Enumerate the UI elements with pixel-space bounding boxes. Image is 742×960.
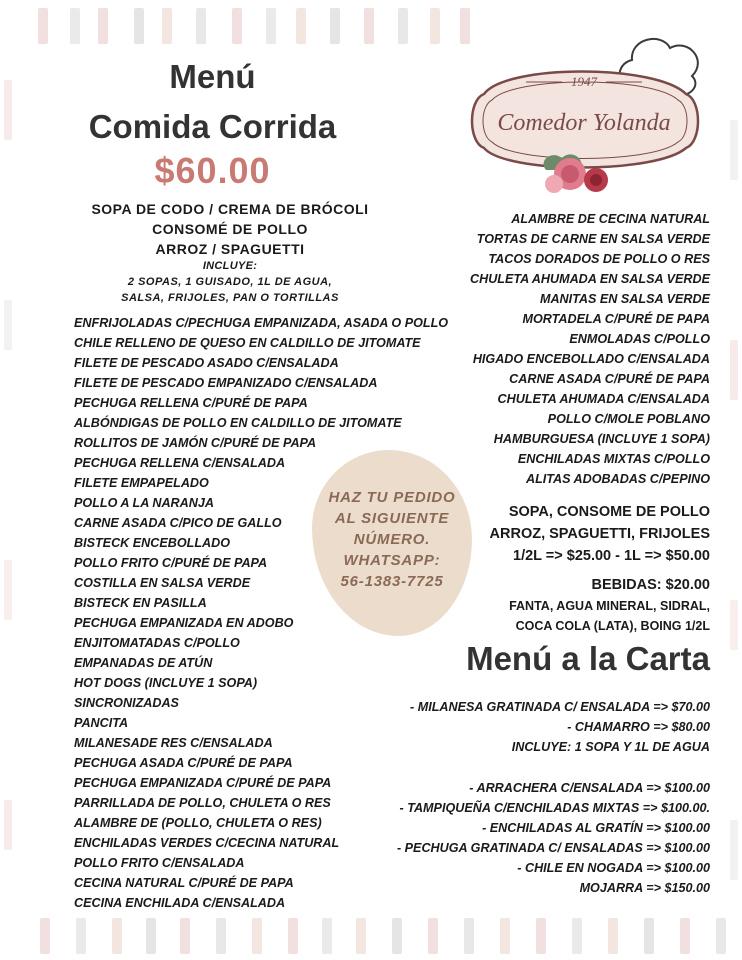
drinks-line: COCA COLA (LATA), BOING 1/2L xyxy=(515,619,710,633)
dish-item: HAMBURGUESA (INCLUYE 1 SOPA) xyxy=(493,432,710,446)
drinks-label: BEBIDAS: $20.00 xyxy=(591,577,710,593)
dish-item: PECHUGA RELLENA C/ENSALADA xyxy=(74,456,286,470)
dish-item: ALAMBRE DE CECINA NATURAL xyxy=(511,212,710,226)
dish-item: CECINA NATURAL C/PURÉ DE PAPA xyxy=(74,876,294,890)
dish-item: PECHUGA RELLENA C/PURÉ DE PAPA xyxy=(74,396,308,410)
dish-item: MANITAS EN SALSA VERDE xyxy=(539,292,710,306)
dish-item: FILETE DE PESCADO EMPANIZADO C/ENSALADA xyxy=(74,376,378,390)
dish-item: BISTECK ENCEBOLLADO xyxy=(74,536,231,550)
carta-item: - CHAMARRO => $80.00 xyxy=(567,720,710,734)
includes-line: 2 SOPAS, 1 GUISADO, 1L DE AGUA, xyxy=(127,276,333,288)
menu-price: $60.00 xyxy=(154,150,271,191)
dish-item: ROLLITOS DE JAMÓN C/PURÉ DE PAPA xyxy=(74,436,317,450)
carta-item: INCLUYE: 1 SOPA Y 1L DE AGUA xyxy=(511,740,710,754)
carta-item: - CHILE EN NOGADA => $100.00 xyxy=(517,861,710,875)
dish-item: ALAMBRE DE (POLLO, CHULETA O RES) xyxy=(74,816,322,830)
dish-item: POLLO A LA NARANJA xyxy=(74,496,214,510)
carta-item: - PECHUGA GRATINADA C/ ENSALADAS => $100.00 xyxy=(396,841,710,855)
dish-item: ENFRIJOLADAS C/PECHUGA EMPANIZADA, ASADA O POLLO xyxy=(74,316,449,330)
dish-item: EMPANADAS DE ATÚN xyxy=(74,656,213,670)
dish-item: PECHUGA EMPANIZADA EN ADOBO xyxy=(74,616,294,630)
side-stripe xyxy=(730,600,738,650)
carta-group-2 xyxy=(350,778,710,898)
dish-item: PARRILLADA DE POLLO, CHULETA O RES xyxy=(74,796,331,810)
soup-line: CONSOMÉ DE POLLO xyxy=(152,221,308,237)
bottom-stripe-border xyxy=(0,910,742,960)
dish-item: ENCHILADAS MIXTAS C/POLLO xyxy=(517,452,710,466)
drinks-line: FANTA, AGUA MINERAL, SIDRAL, xyxy=(509,599,710,613)
dish-item: ENMOLADAS C/POLLO xyxy=(569,332,710,346)
dish-item: CARNE ASADA C/PURÉ DE PAPA xyxy=(509,372,710,386)
dish-item: PECHUGA ASADA C/PURÉ DE PAPA xyxy=(74,756,293,770)
side-stripe xyxy=(730,340,738,400)
dish-item: COSTILLA EN SALSA VERDE xyxy=(74,576,251,590)
side-stripe xyxy=(4,800,12,850)
side-stripe xyxy=(730,820,738,880)
dish-item: TORTAS DE CARNE EN SALSA VERDE xyxy=(476,232,710,246)
carta-item: MOJARRA => $150.00 xyxy=(579,881,710,895)
dish-item: CHULETA AHUMADA C/ENSALADA xyxy=(497,392,710,406)
dish-item: SINCRONIZADAS xyxy=(74,696,179,710)
side-stripe xyxy=(730,120,738,180)
dish-item: FILETE DE PESCADO ASADO C/ENSALADA xyxy=(74,356,339,370)
order-line: WHATSAPP: xyxy=(343,552,441,569)
extras-line: ARROZ, SPAGUETTI, FRIJOLES xyxy=(489,526,710,542)
carta-item: - MILANESA GRATINADA C/ ENSALADA => $70.00 xyxy=(410,700,710,714)
dish-item: MORTADELA C/PURÉ DE PAPA xyxy=(522,312,710,326)
drinks-block xyxy=(410,574,710,636)
dish-item: CECINA ENCHILADA C/ENSALADA xyxy=(74,896,286,910)
dish-item: TACOS DORADOS DE POLLO O RES xyxy=(488,252,710,266)
dish-item: ENJITOMATADAS C/POLLO xyxy=(74,636,240,650)
dish-item: POLLO C/MOLE POBLANO xyxy=(547,412,710,426)
soup-line: ARROZ / SPAGUETTI xyxy=(155,241,305,257)
menu-title: Menú xyxy=(169,58,256,95)
side-stripe xyxy=(4,80,12,140)
dish-item: PANCITA xyxy=(74,716,129,730)
dish-item: POLLO FRITO C/PURÉ DE PAPA xyxy=(74,556,268,570)
carta-item: - ENCHILADAS AL GRATÍN => $100.00 xyxy=(482,821,710,835)
dish-item: CHILE RELLENO DE QUESO EN CALDILLO DE JITOMATE xyxy=(74,336,421,350)
dish-item: CARNE ASADA C/PICO DE GALLO xyxy=(74,516,282,530)
dish-item: ALITAS ADOBADAS C/PEPINO xyxy=(525,472,710,486)
right-dishes-list xyxy=(410,209,710,489)
soup-line: SOPA DE CODO / CREMA DE BRÓCOLI xyxy=(91,201,369,217)
order-line: NÚMERO. xyxy=(353,531,431,548)
extras-line: SOPA, CONSOME DE POLLO xyxy=(508,504,710,520)
order-line: AL SIGUIENTE xyxy=(334,510,450,527)
includes-label: INCLUYE: xyxy=(202,260,258,272)
logo-year: 1947 xyxy=(571,74,597,89)
carta-title: Menú a la Carta xyxy=(466,640,710,677)
dish-item: BISTECK EN PASILLA xyxy=(74,596,207,610)
carta-item: - ARRACHERA C/ENSALADA => $100.00 xyxy=(469,781,710,795)
menu-subtitle: Comida Corrida xyxy=(88,108,337,145)
includes-line: SALSA, FRIJOLES, PAN O TORTILLAS xyxy=(121,292,339,304)
dish-item: PECHUGA EMPANIZADA C/PURÉ DE PAPA xyxy=(74,776,332,790)
extras-block xyxy=(410,501,710,567)
dish-item: FILETE EMPAPELADO xyxy=(74,476,209,490)
side-stripe xyxy=(4,300,12,350)
soups-block xyxy=(60,199,400,306)
order-line: HAZ TU PEDIDO xyxy=(328,489,456,506)
comedor-yolanda-logo xyxy=(466,24,706,204)
dish-item: HOT DOGS (INCLUYE 1 SOPA) xyxy=(74,676,258,690)
extras-price-line: 1/2L => $25.00 - 1L => $50.00 xyxy=(513,548,710,564)
carta-group-1 xyxy=(350,697,710,757)
side-stripe xyxy=(4,560,12,620)
dish-item: HIGADO ENCEBOLLADO C/ENSALADA xyxy=(472,352,710,366)
dish-item: MILANESADE RES C/ENSALADA xyxy=(74,736,273,750)
logo-name: Comedor Yolanda xyxy=(497,110,671,136)
whatsapp-phone: 56-1383-7725 xyxy=(340,573,444,590)
carta-item: - TAMPIQUEÑA C/ENCHILADAS MIXTAS => $100.00. xyxy=(399,801,710,815)
dish-item: POLLO FRITO C/ENSALADA xyxy=(74,856,245,870)
dish-item: ALBÓNDIGAS DE POLLO EN CALDILLO DE JITOMATE xyxy=(74,416,402,430)
dish-item: CHULETA AHUMADA EN SALSA VERDE xyxy=(470,272,710,286)
dish-item: ENCHILADAS VERDES C/CECINA NATURAL xyxy=(74,836,340,850)
